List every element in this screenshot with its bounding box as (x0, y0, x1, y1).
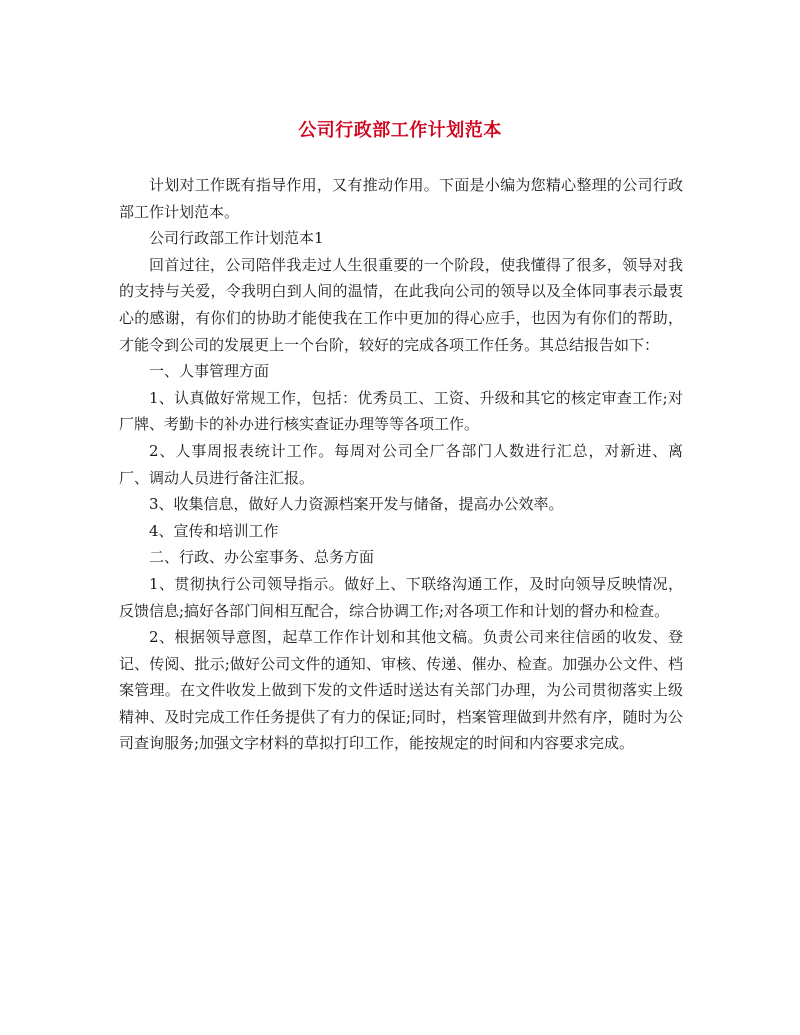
paragraph-section-heading: 公司行政部工作计划范本1 (149, 229, 324, 248)
document-body (119, 172, 683, 757)
paragraph-admin-item-1: 1、贯彻执行公司领导指示。做好上、下联络沟通工作，及时向领导反映情况，反馈信息;搞好各部门间相互配合，综合协调工作;对各项工作和计划的督办和检查。 (119, 574, 683, 620)
paragraph-hr-item-2: 2、人事周报表统计工作。每周对公司全厂各部门人数进行汇总，对新进、离厂、调动人员进行备注汇报。 (119, 441, 683, 487)
paragraph-hr-item-4: 4、宣传和培训工作 (149, 521, 279, 540)
paragraph-hr-item-3: 3、收集信息，做好人力资源档案开发与储备，提高办公效率。 (149, 495, 564, 514)
paragraph-heading-admin: 二、行政、办公室事务、总务方面 (149, 548, 375, 567)
paragraph-review: 回首过往，公司陪伴我走过人生很重要的一个阶段，使我懂得了很多，领导对我的支持与关爱，令我明白到人间的温情，在此我向公司的领导以及全体同事表示最衷心的感谢，有你们的协助才能使我在工作中更加的得心应手，也因为有你们的帮助，才能令到公司的发展更上一个台阶，较好的完成各项工作任务。其总结报告如下： (119, 255, 683, 354)
paragraph-intro: 计划对工作既有指导作用，又有推动作用。下面是小编为您精心整理的公司行政部工作计划范本。 (119, 176, 683, 221)
document-title: 公司行政部工作计划范本 (298, 120, 502, 141)
paragraph-hr-item-1: 1、认真做好常规工作，包括：优秀员工、工资、升级和其它的核定审查工作;对厂牌、考勤卡的补办进行核实查证办理等等各项工作。 (119, 388, 683, 434)
paragraph-admin-item-2: 2、根据领导意图，起草工作作计划和其他文稿。负责公司来往信函的收发、登记、传阅、批示;做好公司文件的通知、审核、传递、催办、检查。加强办公文件、档案管理。在文件收发上做到下发的文件适时送达有关部门办理，为公司贯彻落实上级精神、及时完成工作任务提供了有力的保证;同时，档案管理做到井然有序，随时为公司查询服务;加强文字材料的草拟打印工作，能按规定的时间和内容要求完成。 (119, 628, 683, 753)
paragraph-heading-hr: 一、人事管理方面 (149, 362, 270, 381)
